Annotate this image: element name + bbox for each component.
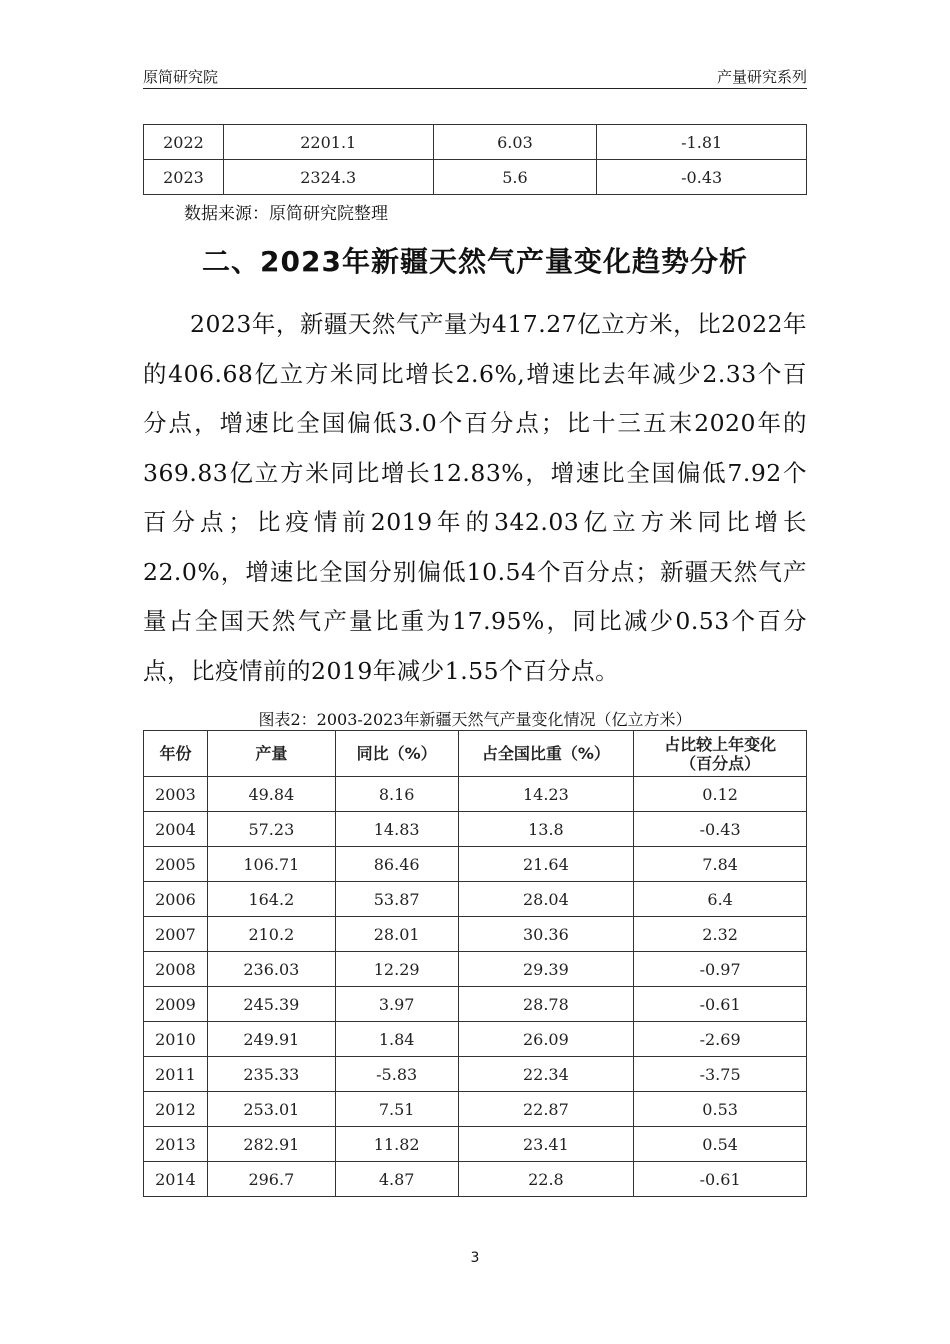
table-cell: 2324.3 (223, 160, 433, 195)
table-cell: 7.51 (335, 1092, 458, 1127)
table-row (144, 777, 807, 812)
table-cell: 6.4 (634, 882, 807, 917)
table-cell: 22.8 (458, 1162, 634, 1197)
table-cell: 8.16 (335, 777, 458, 812)
table-cell: 245.39 (207, 987, 335, 1022)
table-cell: 49.84 (207, 777, 335, 812)
table-cell: 1.84 (335, 1022, 458, 1057)
table-cell: -0.43 (634, 812, 807, 847)
table-cell: 282.91 (207, 1127, 335, 1162)
table-cell: 2008 (144, 952, 208, 987)
table-cell: -0.97 (634, 952, 807, 987)
table-row (144, 847, 807, 882)
table-cell: 28.01 (335, 917, 458, 952)
table-cell: 236.03 (207, 952, 335, 987)
table-cell: 28.04 (458, 882, 634, 917)
header-org: 原简研究院 (143, 68, 219, 86)
table-cell: 2009 (144, 987, 208, 1022)
table-cell: 23.41 (458, 1127, 634, 1162)
table-row (144, 1022, 807, 1057)
data-source-note: 数据来源：原简研究院整理 (184, 204, 388, 224)
table-cell: 2007 (144, 917, 208, 952)
table-cell: 2023 (144, 160, 224, 195)
table-cell: -1.81 (597, 125, 807, 160)
table-cell: 2006 (144, 882, 208, 917)
table-cell: 11.82 (335, 1127, 458, 1162)
table-row (144, 1092, 807, 1127)
continued-table (143, 124, 807, 195)
table-cell: 2014 (144, 1162, 208, 1197)
body-paragraph: 2023年，新疆天然气产量为417.27亿立方米，比2022年的406.68亿立方米同比增长2.6%,增速比去年减少2.33个百分点，增速比全国偏低3.0个百分点；比十三五末2020年的369.83亿立方米同比增长12.83%，增速比全国偏低7.92个百分点；比疫情前2019年的342.03亿立方米同比增长22.0%，增速比全国分别偏低10.54个百分点；新疆天然气产量占全国天然气产量比重为17.95%，同比减少0.53个百分点，比疫情前的2019年减少1.55个百分点。 (143, 310, 807, 685)
table-cell: 2004 (144, 812, 208, 847)
column-header: 同比（%） (335, 731, 458, 777)
table-cell: 5.6 (433, 160, 597, 195)
table-cell: 2022 (144, 125, 224, 160)
table-row (144, 812, 807, 847)
table-cell: 2003 (144, 777, 208, 812)
table-cell: 86.46 (335, 847, 458, 882)
table-header-row (144, 731, 807, 777)
table-cell: 164.2 (207, 882, 335, 917)
table-row (144, 125, 807, 160)
table-cell: 2.32 (634, 917, 807, 952)
table-cell: 12.29 (335, 952, 458, 987)
table-cell: 30.36 (458, 917, 634, 952)
table-cell: 29.39 (458, 952, 634, 987)
table-cell: 2012 (144, 1092, 208, 1127)
header-series: 产量研究系列 (716, 68, 807, 86)
table-row (144, 160, 807, 195)
table-cell: 2013 (144, 1127, 208, 1162)
table-caption: 图表2：2003-2023年新疆天然气产量变化情况（亿立方米） (258, 710, 692, 729)
column-header: 占全国比重（%） (458, 731, 634, 777)
table-cell: 2201.1 (223, 125, 433, 160)
table-cell: 4.87 (335, 1162, 458, 1197)
production-table (143, 730, 807, 1197)
column-header: 占比较上年变化（百分点） (634, 731, 807, 777)
table-cell: 28.78 (458, 987, 634, 1022)
section-title: 二、2023年新疆天然气产量变化趋势分析 (202, 245, 748, 278)
table-cell: -0.43 (597, 160, 807, 195)
column-header: 产量 (207, 731, 335, 777)
table-cell: 0.54 (634, 1127, 807, 1162)
table-row (144, 917, 807, 952)
page-header (143, 62, 807, 89)
table-cell: 2011 (144, 1057, 208, 1092)
table-cell: -2.69 (634, 1022, 807, 1057)
table-row (144, 882, 807, 917)
table-cell: 22.87 (458, 1092, 634, 1127)
table-cell: 106.71 (207, 847, 335, 882)
table-cell: 26.09 (458, 1022, 634, 1057)
table-cell: 21.64 (458, 847, 634, 882)
table-cell: 7.84 (634, 847, 807, 882)
table-cell: -5.83 (335, 1057, 458, 1092)
table-row (144, 1162, 807, 1197)
table-cell: 210.2 (207, 917, 335, 952)
table-cell: 0.53 (634, 1092, 807, 1127)
column-header: 年份 (144, 731, 208, 777)
table-cell: 2005 (144, 847, 208, 882)
table-cell: 14.83 (335, 812, 458, 847)
table-cell: -0.61 (634, 1162, 807, 1197)
table-cell: 0.12 (634, 777, 807, 812)
table-row (144, 1057, 807, 1092)
table-cell: 2010 (144, 1022, 208, 1057)
table-row (144, 1127, 807, 1162)
table-cell: 14.23 (458, 777, 634, 812)
table-cell: 249.91 (207, 1022, 335, 1057)
table-cell: 22.34 (458, 1057, 634, 1092)
table-cell: 235.33 (207, 1057, 335, 1092)
table-cell: -3.75 (634, 1057, 807, 1092)
table-cell: 6.03 (433, 125, 597, 160)
table-cell: 253.01 (207, 1092, 335, 1127)
table-cell: 53.87 (335, 882, 458, 917)
page-number: 3 (470, 1250, 480, 1266)
table-cell: 296.7 (207, 1162, 335, 1197)
table-cell: 13.8 (458, 812, 634, 847)
table-cell: 3.97 (335, 987, 458, 1022)
table-row (144, 987, 807, 1022)
table-row (144, 952, 807, 987)
table-cell: 57.23 (207, 812, 335, 847)
table-cell: -0.61 (634, 987, 807, 1022)
